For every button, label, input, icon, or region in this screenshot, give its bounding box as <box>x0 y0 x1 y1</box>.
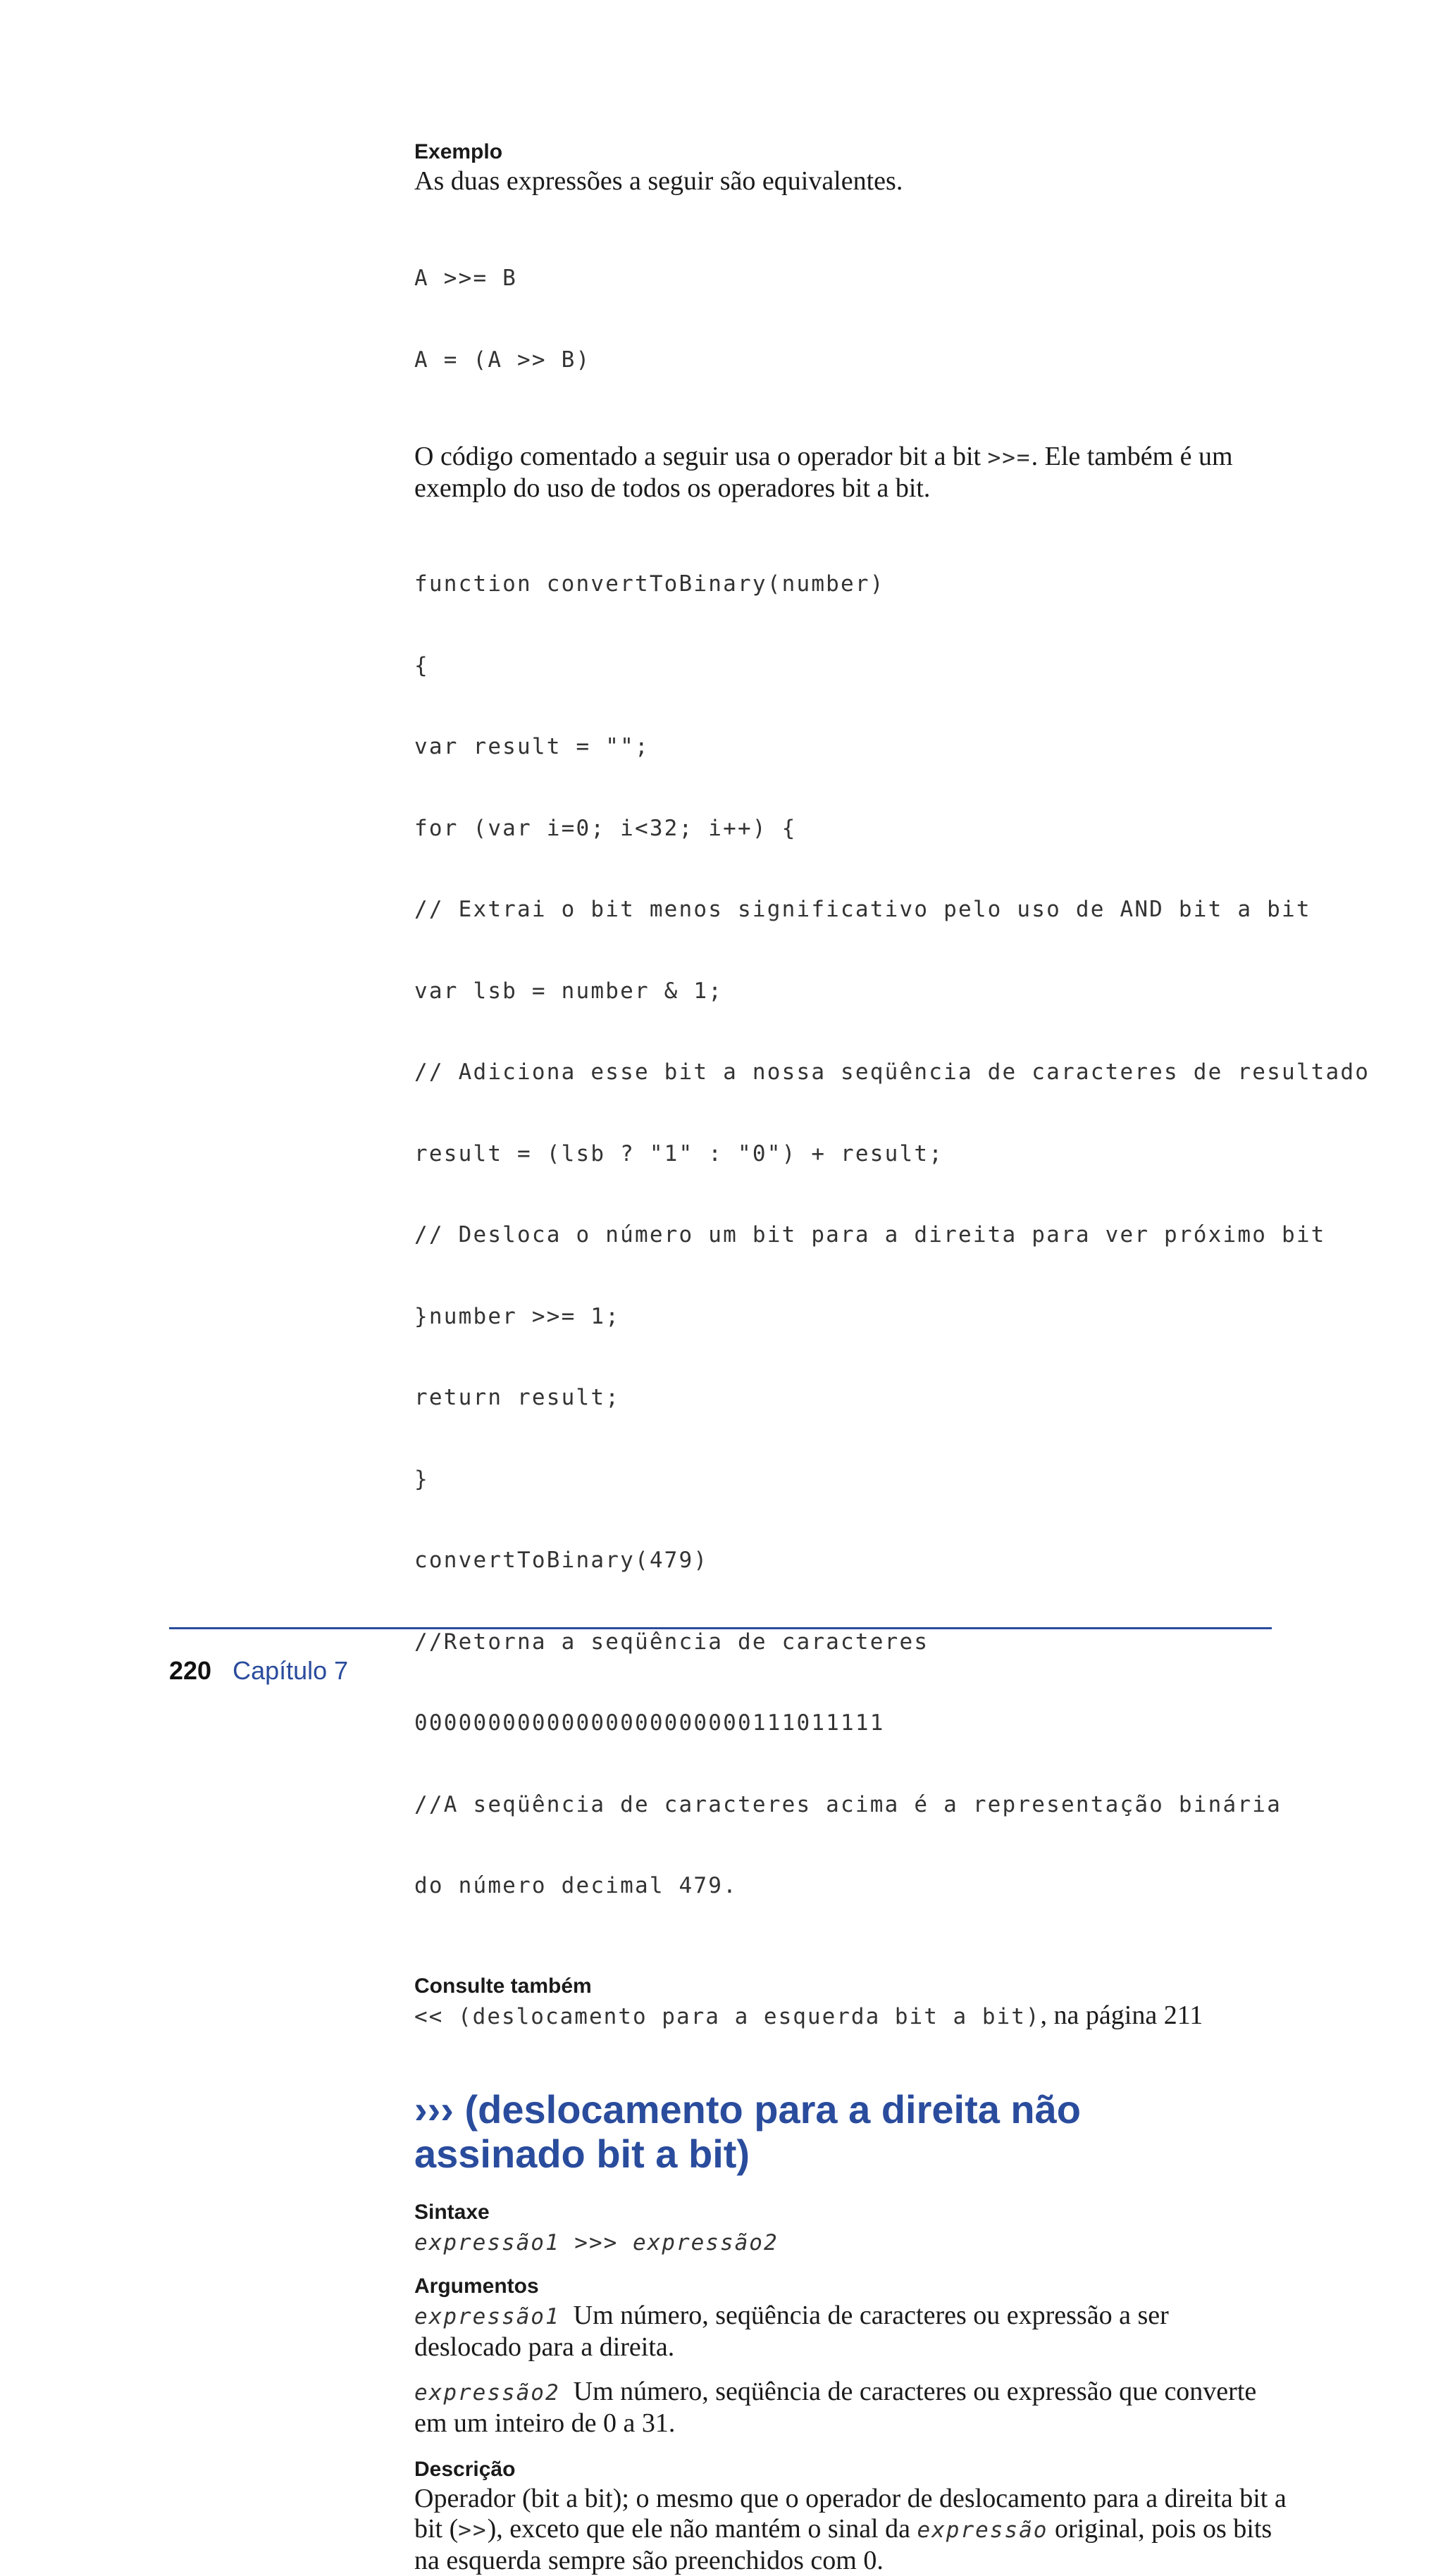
code-line: //A seqüência de caracteres acima é a representação binária <box>414 1791 1282 1817</box>
example-para-operator: >>= <box>987 445 1032 471</box>
code-line: return result; <box>414 1385 621 1410</box>
page-content <box>414 138 1370 2576</box>
code-line: // Extrai o bit menos significativo pelo uso de AND bit a bit <box>414 897 1311 922</box>
description-text <box>414 2484 1288 2576</box>
see-also-link[interactable] <box>414 2001 1288 2032</box>
argument-desc: Um número, seqüência de caracteres ou expressão que converte em um inteiro de 0 a 31. <box>414 2376 1257 2438</box>
argument-desc: Um número, seqüência de caracteres ou expressão a ser deslocado para a direita. <box>414 2300 1169 2362</box>
description-part: Operador (bit a bit); o mesmo que o operador de deslocamento para a direita bit a bit ( <box>414 2483 1287 2544</box>
example-label: Exemplo <box>414 140 503 163</box>
code-line: A >>= B <box>414 266 518 291</box>
section-heading-line1: ››› (deslocamento para a direita não <box>414 2086 1081 2132</box>
description-part: original, pois os bits na esquerda sempre são preenchidos com 0. <box>414 2513 1272 2575</box>
code-line: }number >>= 1; <box>414 1303 621 1329</box>
syntax-line <box>414 2227 1288 2258</box>
description-italic-term: expressão <box>917 2517 1048 2543</box>
description-part: ), exceto que ele não mantém o sinal da <box>487 2513 917 2544</box>
code-line: A = (A >> B) <box>414 347 591 373</box>
see-also-link-suffix: , na página 211 <box>1040 2000 1203 2030</box>
argument-item <box>414 2301 1281 2363</box>
see-also-label: Consulte também <box>414 1974 592 1998</box>
code-line: var result = ""; <box>414 734 650 759</box>
code-line: // Adiciona esse bit a nossa seqüência de caracteres de resultado <box>414 1059 1370 1085</box>
syntax-expr2: expressão2 <box>632 2229 779 2255</box>
description-label: Descrição <box>414 2457 516 2481</box>
section-heading <box>414 2087 1288 2176</box>
code-line: } <box>414 1466 429 1492</box>
code-line: result = (lsb ? "1" : "0") + result; <box>414 1140 944 1166</box>
footer-rule <box>169 1627 1272 1629</box>
code-line: { <box>414 652 429 678</box>
code-line: // Desloca o número um bit para a direita para ver próximo bit <box>414 1222 1326 1247</box>
code-line: for (var i=0; i<32; i++) { <box>414 815 797 841</box>
code-line: var lsb = number & 1; <box>414 978 724 1004</box>
argument-item <box>414 2377 1281 2439</box>
example-intro: As duas expressões a seguir são equivalentes. <box>414 166 903 196</box>
argument-name: expressão2 <box>414 2379 560 2406</box>
code-line: //Retorna a seqüência de caracteres <box>414 1629 929 1655</box>
page-number: 220 <box>169 1656 212 1685</box>
code-block-convert-to-binary <box>414 516 1370 1954</box>
page-footer <box>169 1655 348 1686</box>
syntax-expr1: expressão1 <box>414 2229 560 2255</box>
code-block-equivalent <box>414 211 1288 428</box>
see-also-link-code: << (deslocamento para a esquerda bit a bit) <box>414 2003 1041 2029</box>
code-line: do número decimal 479. <box>414 1873 738 1898</box>
description-operator: >> <box>458 2517 488 2543</box>
section-heading-line2: assinado bit a bit) <box>414 2131 750 2176</box>
example-para-suffix: . Ele também é um exemplo do uso de todos os operadores bit a bit. <box>414 442 1233 503</box>
argument-name: expressão1 <box>414 2303 560 2329</box>
syntax-operator: >>> <box>559 2229 633 2255</box>
code-line: 00000000000000000000000111011111 <box>414 1710 885 1736</box>
example-para-prefix: O código comentado a seguir usa o operador bit a bit <box>414 442 988 471</box>
arguments-label: Argumentos <box>414 2274 539 2298</box>
example-paragraph <box>414 442 1239 504</box>
chapter-label: Capítulo 7 <box>233 1656 349 1685</box>
code-line: convertToBinary(479) <box>414 1548 709 1573</box>
syntax-label: Sintaxe <box>414 2200 490 2224</box>
code-line: function convertToBinary(number) <box>414 571 885 597</box>
